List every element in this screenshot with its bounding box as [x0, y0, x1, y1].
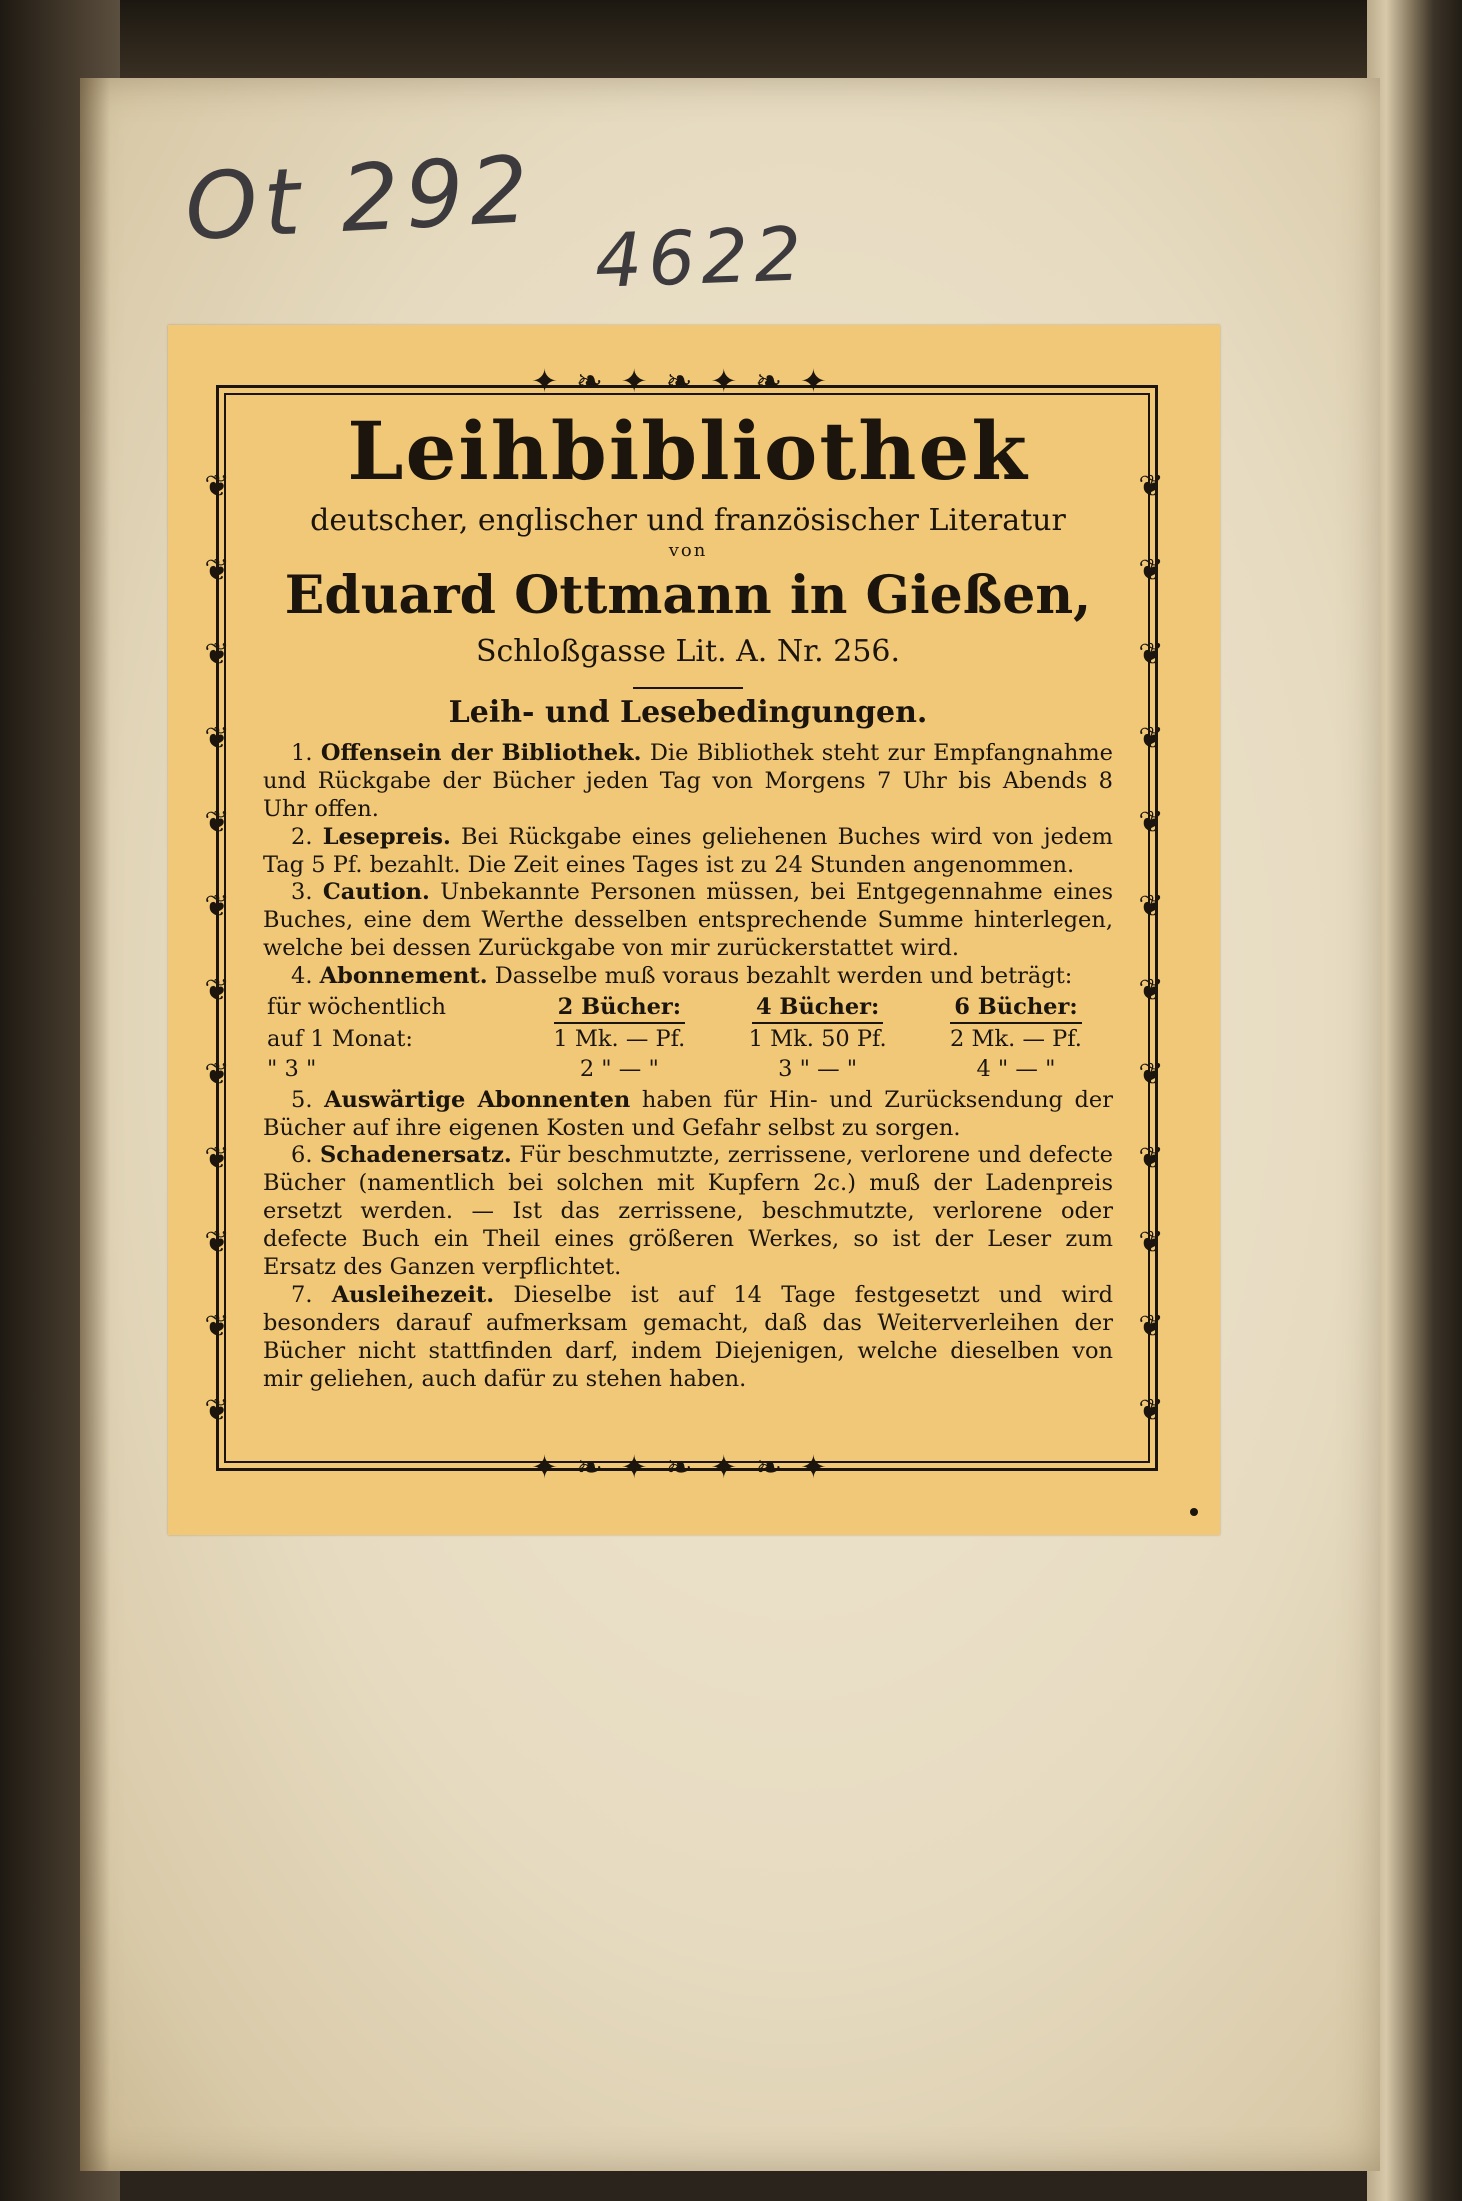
price-header: 2 Bücher:: [522, 993, 716, 1025]
price-row-label: für wöchentlich: [267, 994, 446, 1021]
price-header: 6 Bücher:: [919, 993, 1113, 1025]
label-owner: Eduard Ottmann in Gießen,: [284, 565, 1092, 626]
rule-item: 3. Caution. Unbekannte Personen müssen, bei Entgegennahme eines Buches, eine dem Werthe desselben entsprechende Summe hinterlegen, welche bei dessen Zurückgabe von mir zurückerstattet wird.: [263, 879, 1114, 962]
ink-spot: [1190, 1508, 1198, 1516]
rule-item: 2. Lesepreis. Bei Rückgabe eines geliehenen Buches wird von jedem Tag 5 Pf. bezahlt. Die Zeit eines Tages ist zu 24 Stunden angenommen.: [263, 823, 1113, 878]
divider: [633, 687, 743, 689]
ornament-left: ❦ ❦ ❦ ❦ ❦ ❦ ❦ ❦ ❦ ❦ ❦ ❦: [204, 469, 230, 1428]
page-shadow: [80, 78, 110, 2171]
price-row-label: auf 1 Monat:: [267, 1025, 413, 1052]
price-cell: 3 " — ": [778, 1055, 858, 1082]
price-cell: 2 Mk. — Pf.: [950, 1025, 1082, 1052]
library-label: [168, 325, 1220, 1535]
rule-item: 5. Auswärtige Abonnenten haben für Hin- und Zurücksendung der Bücher auf ihre eigenen Kosten und Gefahr selbst zu sorgen.: [263, 1086, 1114, 1141]
book-spine: [1367, 0, 1462, 2201]
price-table: [263, 993, 1113, 1085]
label-address: Schloßgasse Lit. A. Nr. 256.: [475, 634, 901, 669]
rule-item: 4. Abonnement. Dasselbe muß voraus bezahlt werden und beträgt:: [291, 963, 1073, 990]
price-cell: 2 " — ": [579, 1055, 659, 1082]
conditions-heading: Leih- und Lesebedingungen.: [448, 695, 928, 730]
rule-item: 1. Offensein der Bibliothek. Die Bibliothek steht zur Empfangnahme und Rückgabe der Bücher jeden Tag von Morgens 7 Uhr bis Abends 8 Uhr offen.: [263, 740, 1113, 822]
price-cell: 4 " — ": [976, 1055, 1056, 1082]
rule-item: 6. Schadenersatz. Für beschmutzte, zerrissene, verlorene und defecte Bücher (namentlich bei solchen mit Kupfern 2c.) muß der Ladenpreis ersetzt werden. — Ist das zerrissene, beschmutzte, verlorene oder defecte Buch ein Theil eines größeren Werkes, so ist der Leser zum Ersatz des Ganzen verpflichtet.: [263, 1142, 1114, 1281]
ornament-right: ❦ ❦ ❦ ❦ ❦ ❦ ❦ ❦ ❦ ❦ ❦ ❦: [1138, 469, 1164, 1428]
price-row-label: " 3 ": [267, 1055, 317, 1082]
label-title: Leihbibliothek: [347, 404, 1029, 498]
handwritten-number: 4622: [593, 211, 809, 305]
label-subtitle: deutscher, englischer und französischer Literatur: [310, 503, 1066, 538]
book-cover-top: [0, 0, 1462, 80]
handwritten-shelfmark: Ot 292: [182, 135, 537, 262]
label-content: [263, 405, 1113, 1393]
price-cell: 1 Mk. — Pf.: [553, 1025, 686, 1052]
ornament-bottom: ✦❧✦❧✦❧✦: [531, 1448, 845, 1486]
ornament-top: ✦❧✦❧✦❧✦: [531, 362, 845, 400]
price-cell: 1 Mk. 50 Pf.: [748, 1025, 887, 1052]
label-von: von: [668, 540, 708, 561]
conditions-text: [263, 740, 1113, 1393]
rule-item: 7. Ausleihezeit. Dieselbe ist auf 14 Tage festgesetzt und wird besonders darauf aufmerksam gemacht, daß das Weiterverleihen der Bücher nicht stattfinden darf, indem Diejenigen, welche dieselben von mir geliehen, auch dafür zu stehen haben.: [263, 1281, 1113, 1392]
price-header: 4 Bücher:: [716, 993, 919, 1025]
